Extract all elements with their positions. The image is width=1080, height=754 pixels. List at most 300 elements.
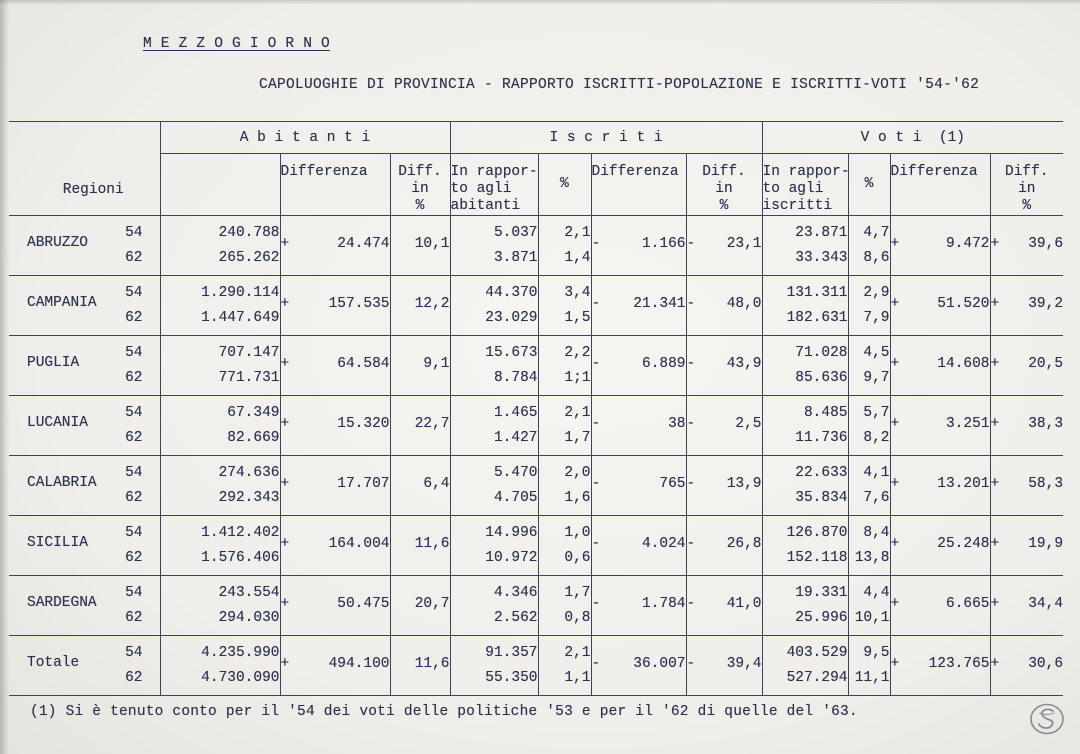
abitanti-diff-cell	[280, 276, 390, 336]
iscritti-diff-cell	[591, 456, 686, 516]
iscritti-diff-cell	[591, 576, 686, 636]
voti-diff-value: 123.765	[928, 655, 990, 672]
iscritti-diff-cell	[591, 216, 686, 276]
abitanti-diff-value: 24.474	[337, 235, 390, 252]
voti-cell	[762, 216, 848, 276]
voti-diff-pct-value: 58,3	[1028, 475, 1064, 492]
voti-diff-sign: +	[890, 415, 900, 432]
voti-62: 85.636	[795, 370, 848, 386]
abitanti-diff-pct-cell	[390, 396, 450, 456]
iscritti-pct-cell	[538, 456, 591, 516]
region-cell	[9, 396, 160, 456]
voti-diff-value: 25.248	[937, 535, 990, 552]
abitanti-diff-cell	[280, 336, 390, 396]
iscritti-diff-pct-value: 2,5	[735, 415, 762, 432]
voti-diff-pct-cell	[990, 276, 1063, 336]
iscritti-diff-pct-sign: -	[686, 595, 696, 612]
voti-diff-pct-cell	[990, 456, 1063, 516]
voti-diff-value: 51.520	[937, 295, 990, 312]
voti-pct-62: 11,1	[854, 670, 890, 686]
iscritti-62: 2.562	[493, 610, 538, 626]
voti-pct-54: 4,4	[863, 585, 890, 601]
iscritti-diff-pct-cell	[686, 396, 762, 456]
voti-diff-pct-cell	[990, 516, 1063, 576]
abitanti-diff-pct-value: 22,7	[414, 415, 450, 432]
voti-diff-pct-value: 39,2	[1028, 295, 1064, 312]
iscritti-pct-62: 1,7	[564, 430, 591, 446]
abitanti-diff-pct-cell	[390, 276, 450, 336]
abitanti-diff-pct-value: 20,7	[414, 595, 450, 612]
voti-cell	[762, 396, 848, 456]
iscritti-cell	[450, 636, 538, 696]
iscritti-pct-54: 2,1	[564, 405, 591, 421]
iscritti-diff-pct-cell	[686, 276, 762, 336]
header-regioni	[9, 122, 160, 216]
iscritti-diff-sign: -	[591, 535, 601, 552]
iscritti-pct-62: 1,5	[564, 310, 591, 326]
iscritti-54: 5.037	[493, 225, 538, 241]
iscritti-54: 91.357	[485, 645, 538, 661]
iscritti-diff-pct-sign: -	[686, 535, 696, 552]
abitanti-54: 67.349	[227, 405, 280, 421]
group-abitanti-label: A b i t a n t i	[239, 129, 371, 146]
year-54: 54	[125, 344, 143, 361]
voti-pct-cell	[848, 396, 890, 456]
header-label: Differenza	[890, 164, 978, 180]
iscritti-diff-pct-cell	[686, 216, 762, 276]
paper-top-shadow	[0, 0, 1080, 5]
region-name: Totale	[27, 654, 80, 671]
header-label: Diff.	[398, 164, 442, 180]
abitanti-diff-sign: +	[280, 655, 290, 672]
voti-cell	[762, 336, 848, 396]
header-label: in	[411, 181, 429, 197]
iscritti-diff-pct-value: 39,4	[726, 655, 762, 672]
header-label: abitanti	[450, 198, 521, 214]
iscritti-diff-value: 38	[668, 415, 686, 432]
voti-diff-pct-cell	[990, 576, 1063, 636]
voti-diff-pct-cell	[990, 396, 1063, 456]
abitanti-54: 274.636	[218, 465, 280, 481]
year-54: 54	[125, 224, 143, 241]
voti-diff-value: 14.608	[937, 355, 990, 372]
voti-pct-cell	[848, 576, 890, 636]
abitanti-54: 1.290.114	[201, 285, 280, 301]
iscritti-diff-sign: -	[591, 355, 601, 372]
voti-cell	[762, 456, 848, 516]
iscritti-cell	[450, 576, 538, 636]
iscritti-diff-pct-value: 48,0	[726, 295, 762, 312]
iscritti-diff-cell	[591, 516, 686, 576]
abitanti-62: 1.576.406	[201, 550, 280, 566]
table-row	[9, 276, 1063, 336]
voti-54: 131.311	[786, 285, 848, 301]
iscritti-diff-sign: -	[591, 235, 601, 252]
region-cell	[9, 276, 160, 336]
abitanti-diff-sign: +	[280, 415, 290, 432]
voti-pct-54: 4,1	[863, 465, 890, 481]
abitanti-diff-pct-value: 9,1	[423, 355, 450, 372]
header-abitanti-diff	[280, 154, 390, 216]
region-name: PUGLIA	[27, 354, 80, 371]
iscritti-diff-value: 1.784	[641, 595, 686, 612]
iscritti-diff-value: 1.166	[641, 235, 686, 252]
table-row	[9, 216, 1063, 276]
abitanti-diff-cell	[280, 516, 390, 576]
abitanti-62: 4.730.090	[201, 670, 280, 686]
data-table	[9, 121, 1063, 696]
iscritti-pct-54: 1,7	[564, 585, 591, 601]
iscritti-diff-value: 36.007	[633, 655, 686, 672]
year-54: 54	[125, 404, 143, 421]
voti-diff-sign: +	[890, 595, 900, 612]
abitanti-cell	[160, 516, 280, 576]
iscritti-62: 23.029	[485, 310, 538, 326]
region-cell	[9, 456, 160, 516]
header-label: %	[719, 198, 729, 214]
voti-54: 8.485	[803, 405, 848, 421]
voti-diff-cell	[890, 336, 990, 396]
voti-diff-cell	[890, 576, 990, 636]
header-label: to agli	[762, 181, 824, 197]
iscritti-pct-54: 2,2	[564, 345, 591, 361]
voti-diff-cell	[890, 516, 990, 576]
abitanti-diff-pct-cell	[390, 216, 450, 276]
iscritti-pct-cell	[538, 336, 591, 396]
header-label: In rappor-	[762, 164, 850, 180]
voti-diff-pct-cell	[990, 216, 1063, 276]
year-62: 62	[125, 309, 143, 326]
region-name: CAMPANIA	[27, 294, 97, 311]
abitanti-diff-value: 157.535	[328, 295, 390, 312]
iscritti-cell	[450, 396, 538, 456]
iscritti-62: 8.784	[493, 370, 538, 386]
region-cell	[9, 576, 160, 636]
year-62: 62	[125, 249, 143, 266]
abitanti-diff-sign: +	[280, 295, 290, 312]
voti-diff-value: 3.251	[945, 415, 990, 432]
header-label: in	[1018, 181, 1036, 197]
voti-diff-sign: +	[890, 235, 900, 252]
iscritti-54: 4.346	[493, 585, 538, 601]
iscritti-diff-pct-value: 41,0	[726, 595, 762, 612]
abitanti-diff-pct-value: 11,6	[414, 535, 450, 552]
voti-pct-cell	[848, 456, 890, 516]
iscritti-diff-pct-sign: -	[686, 475, 696, 492]
header-abitanti-diff-pct	[390, 154, 450, 216]
archive-stamp-icon	[1028, 702, 1066, 736]
iscritti-cell	[450, 516, 538, 576]
iscritti-pct-cell	[538, 276, 591, 336]
voti-62: 35.834	[795, 490, 848, 506]
voti-diff-pct-sign: +	[990, 355, 1000, 372]
voti-diff-sign: +	[890, 475, 900, 492]
voti-62: 33.343	[795, 250, 848, 266]
abitanti-diff-pct-value: 10,1	[414, 235, 450, 252]
header-label: %	[1022, 198, 1032, 214]
header-label: Diff.	[1005, 164, 1049, 180]
voti-cell	[762, 576, 848, 636]
abitanti-diff-cell	[280, 396, 390, 456]
voti-diff-pct-sign: +	[990, 475, 1000, 492]
group-voti	[762, 122, 1063, 154]
abitanti-62: 294.030	[218, 610, 280, 626]
abitanti-diff-value: 494.100	[328, 655, 390, 672]
abitanti-cell	[160, 456, 280, 516]
voti-diff-cell	[890, 396, 990, 456]
iscritti-pct-cell	[538, 396, 591, 456]
abitanti-diff-cell	[280, 456, 390, 516]
iscritti-pct-54: 3,4	[564, 285, 591, 301]
header-voti-diff-pct	[990, 154, 1063, 216]
abitanti-diff-pct-cell	[390, 516, 450, 576]
iscritti-diff-pct-sign: -	[686, 295, 696, 312]
region-cell	[9, 216, 160, 276]
voti-pct-62: 7,6	[863, 490, 890, 506]
voti-diff-pct-value: 34,4	[1028, 595, 1064, 612]
years	[125, 581, 142, 631]
region-cell	[9, 636, 160, 696]
voti-pct-cell	[848, 276, 890, 336]
abitanti-diff-pct-cell	[390, 576, 450, 636]
voti-62: 152.118	[786, 550, 848, 566]
voti-pct-62: 13,8	[854, 550, 890, 566]
header-label: %	[560, 176, 569, 192]
year-62: 62	[125, 489, 143, 506]
voti-62: 11.736	[795, 430, 848, 446]
iscritti-pct-62: 1,4	[564, 250, 591, 266]
iscritti-pct-54: 2,0	[564, 465, 591, 481]
voti-pct-54: 4,7	[863, 225, 890, 241]
year-54: 54	[125, 464, 143, 481]
year-54: 54	[125, 284, 143, 301]
voti-62: 527.294	[786, 670, 848, 686]
voti-diff-value: 6.665	[945, 595, 990, 612]
abitanti-62: 292.343	[218, 490, 280, 506]
year-54: 54	[125, 644, 143, 661]
iscritti-pct-cell	[538, 576, 591, 636]
header-iscritti-diff-pct	[686, 154, 762, 216]
section-heading: M E Z Z O G I O R N O	[143, 36, 330, 52]
region-cell	[9, 516, 160, 576]
iscritti-pct-62: 1,1	[564, 670, 591, 686]
region-cell	[9, 336, 160, 396]
abitanti-diff-value: 17.707	[337, 475, 390, 492]
voti-pct-54: 5,7	[863, 405, 890, 421]
voti-diff-value: 13.201	[937, 475, 990, 492]
iscritti-diff-value: 21.341	[633, 295, 686, 312]
years	[125, 341, 142, 391]
voti-54: 126.870	[786, 525, 848, 541]
paper-edge-shadow	[0, 0, 9, 754]
year-62: 62	[125, 609, 143, 626]
iscritti-diff-pct-cell	[686, 456, 762, 516]
abitanti-62: 771.731	[218, 370, 280, 386]
voti-diff-sign: +	[890, 295, 900, 312]
voti-pct-62: 8,6	[863, 250, 890, 266]
abitanti-diff-pct-cell	[390, 336, 450, 396]
iscritti-pct-54: 2,1	[564, 645, 591, 661]
voti-pct-54: 8,4	[863, 525, 890, 541]
abitanti-diff-sign: +	[280, 475, 290, 492]
header-iscritti-diff	[591, 154, 686, 216]
year-62: 62	[125, 369, 143, 386]
voti-diff-pct-value: 39,6	[1028, 235, 1064, 252]
iscritti-diff-pct-sign: -	[686, 655, 696, 672]
iscritti-cell	[450, 336, 538, 396]
iscritti-cell	[450, 216, 538, 276]
iscritti-diff-pct-sign: -	[686, 355, 696, 372]
iscritti-pct-cell	[538, 216, 591, 276]
region-name: SARDEGNA	[27, 594, 97, 611]
voti-diff-pct-value: 20,5	[1028, 355, 1064, 372]
iscritti-diff-pct-cell	[686, 576, 762, 636]
iscritti-pct-62: 1,6	[564, 490, 591, 506]
voti-diff-pct-value: 30,6	[1028, 655, 1064, 672]
iscritti-pct-cell	[538, 516, 591, 576]
abitanti-diff-pct-cell	[390, 456, 450, 516]
iscritti-diff-sign: -	[591, 595, 601, 612]
iscritti-diff-sign: -	[591, 475, 601, 492]
header-label: Differenza	[280, 164, 368, 180]
voti-cell	[762, 516, 848, 576]
iscritti-pct-54: 2,1	[564, 225, 591, 241]
years	[125, 281, 142, 331]
voti-diff-sign: +	[890, 655, 900, 672]
voti-62: 25.996	[795, 610, 848, 626]
voti-cell	[762, 636, 848, 696]
header-label: Diff.	[702, 164, 746, 180]
iscritti-diff-pct-cell	[686, 516, 762, 576]
voti-diff-pct-value: 19,9	[1028, 535, 1064, 552]
iscritti-diff-value: 4.024	[641, 535, 686, 552]
iscritti-cell	[450, 276, 538, 336]
iscritti-diff-cell	[591, 336, 686, 396]
abitanti-diff-cell	[280, 636, 390, 696]
voti-54: 19.331	[795, 585, 848, 601]
iscritti-diff-pct-sign: -	[686, 235, 696, 252]
abitanti-diff-cell	[280, 216, 390, 276]
header-label: Differenza	[591, 164, 679, 180]
voti-pct-62: 7,9	[863, 310, 890, 326]
abitanti-diff-value: 64.584	[337, 355, 390, 372]
voti-diff-pct-value: 38,3	[1028, 415, 1064, 432]
header-iscritti-rapporto	[450, 154, 538, 216]
year-54: 54	[125, 524, 143, 541]
voti-diff-pct-sign: +	[990, 655, 1000, 672]
abitanti-54: 243.554	[218, 585, 280, 601]
header-label: iscritti	[762, 198, 833, 214]
abitanti-diff-value: 164.004	[328, 535, 390, 552]
years	[125, 641, 142, 691]
abitanti-54: 1.412.402	[201, 525, 280, 541]
voti-pct-62: 8,2	[863, 430, 890, 446]
region-name: SICILIA	[27, 534, 88, 551]
abitanti-diff-sign: +	[280, 535, 290, 552]
voti-diff-cell	[890, 276, 990, 336]
iscritti-diff-cell	[591, 396, 686, 456]
abitanti-62: 265.262	[218, 250, 280, 266]
group-iscritti	[450, 122, 762, 154]
voti-pct-cell	[848, 216, 890, 276]
voti-diff-cell	[890, 636, 990, 696]
abitanti-diff-sign: +	[280, 595, 290, 612]
page-title: CAPOLUOGHIE DI PROVINCIA - RAPPORTO ISCRITTI-POPOLAZIONE E ISCRITTI-VOTI '54-'62	[259, 77, 980, 93]
iscritti-diff-pct-cell	[686, 636, 762, 696]
abitanti-diff-cell	[280, 576, 390, 636]
voti-diff-pct-sign: +	[990, 235, 1000, 252]
group-header-row	[9, 122, 1063, 154]
abitanti-diff-pct-value: 6,4	[423, 475, 450, 492]
group-voti-label: V o t i (1)	[860, 129, 965, 146]
voti-pct-cell	[848, 336, 890, 396]
voti-pct-cell	[848, 636, 890, 696]
voti-diff-pct-sign: +	[990, 535, 1000, 552]
iscritti-diff-cell	[591, 636, 686, 696]
years	[125, 461, 142, 511]
year-62: 62	[125, 669, 143, 686]
voti-pct-62: 9,7	[863, 370, 890, 386]
table-row	[9, 456, 1063, 516]
voti-diff-pct-sign: +	[990, 415, 1000, 432]
abitanti-diff-sign: +	[280, 355, 290, 372]
abitanti-54: 240.788	[218, 225, 280, 241]
iscritti-54: 15.673	[485, 345, 538, 361]
iscritti-54: 1.465	[493, 405, 538, 421]
voti-diff-sign: +	[890, 355, 900, 372]
iscritti-pct-cell	[538, 636, 591, 696]
voti-cell	[762, 276, 848, 336]
iscritti-diff-pct-sign: -	[686, 415, 696, 432]
voti-pct-54: 2,9	[863, 285, 890, 301]
header-label: %	[864, 176, 874, 192]
iscritti-54: 5.470	[493, 465, 538, 481]
voti-54: 71.028	[795, 345, 848, 361]
abitanti-cell	[160, 336, 280, 396]
year-54: 54	[125, 584, 143, 601]
iscritti-cell	[450, 456, 538, 516]
abitanti-cell	[160, 216, 280, 276]
iscritti-diff-cell	[591, 276, 686, 336]
voti-54: 22.633	[795, 465, 848, 481]
iscritti-54: 44.370	[485, 285, 538, 301]
abitanti-54: 4.235.990	[201, 645, 280, 661]
iscritti-pct-62: 0,8	[564, 610, 591, 626]
abitanti-diff-value: 15.320	[337, 415, 390, 432]
iscritti-62: 10.972	[485, 550, 538, 566]
year-62: 62	[125, 429, 143, 446]
table-row	[9, 396, 1063, 456]
abitanti-cell	[160, 576, 280, 636]
region-name: ABRUZZO	[27, 234, 88, 251]
iscritti-diff-sign: -	[591, 295, 601, 312]
header-label: %	[415, 198, 425, 214]
iscritti-pct-62: 1;1	[564, 370, 591, 386]
header-label: to agli	[450, 181, 512, 197]
voti-pct-54: 4,5	[863, 345, 890, 361]
abitanti-cell	[160, 396, 280, 456]
header-voti-diff	[890, 154, 990, 216]
abitanti-diff-pct-value: 11,6	[414, 655, 450, 672]
iscritti-diff-pct-cell	[686, 336, 762, 396]
voti-diff-pct-sign: +	[990, 295, 1000, 312]
year-62: 62	[125, 549, 143, 566]
abitanti-diff-value: 50.475	[337, 595, 390, 612]
years	[125, 221, 142, 271]
abitanti-62: 1.447.649	[201, 310, 280, 326]
header-regioni-label: Regioni	[62, 182, 124, 198]
iscritti-62: 4.705	[493, 490, 538, 506]
